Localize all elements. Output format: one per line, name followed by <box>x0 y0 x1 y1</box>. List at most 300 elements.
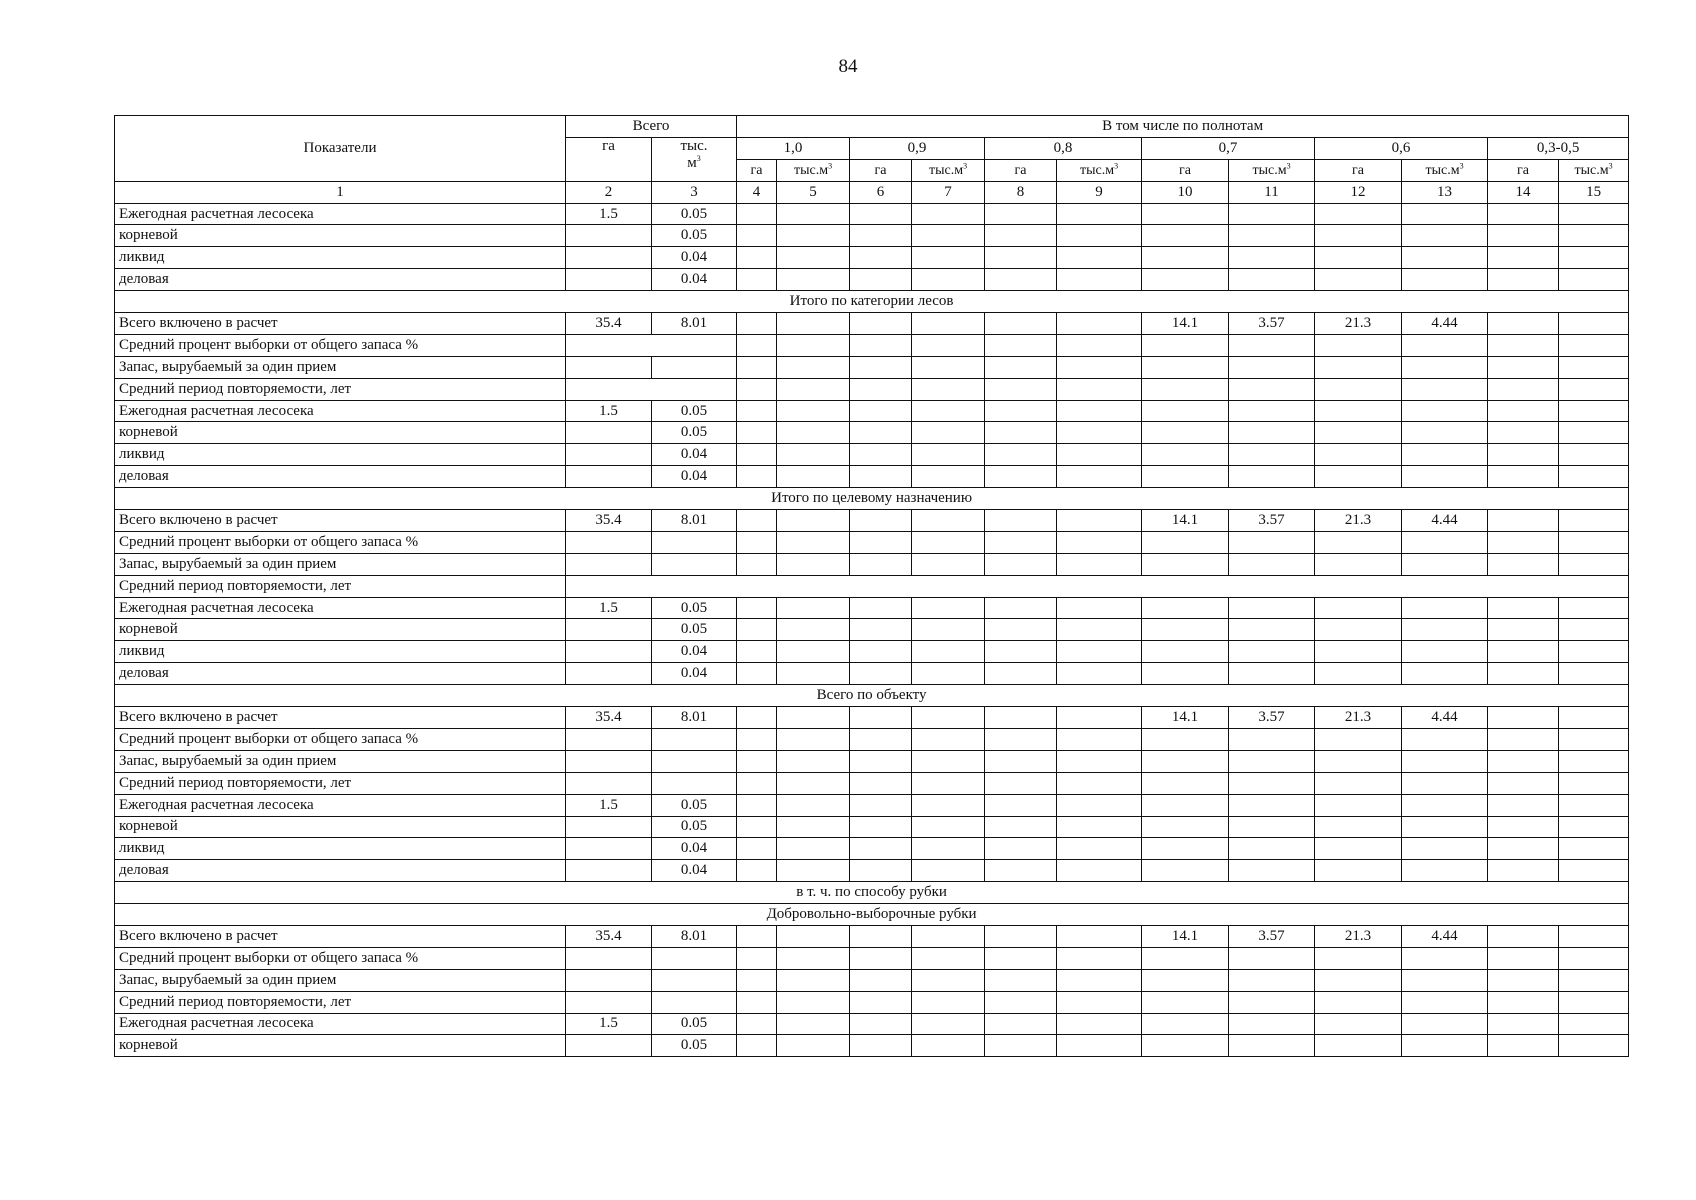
table-cell <box>912 969 985 991</box>
table-cell <box>566 663 652 685</box>
table-cell <box>737 925 777 947</box>
table-cell <box>1057 597 1142 619</box>
row-label: корневой <box>115 422 566 444</box>
row-label: деловая <box>115 663 566 685</box>
table-cell <box>1057 510 1142 532</box>
table-cell <box>1142 816 1229 838</box>
table-cell <box>1229 422 1315 444</box>
table-cell: 21.3 <box>1315 707 1402 729</box>
table-cell <box>985 728 1057 750</box>
table-row <box>115 816 1629 838</box>
row-label: Запас, вырубаемый за один прием <box>115 750 566 772</box>
table-row <box>115 1013 1629 1035</box>
table-row <box>115 794 1629 816</box>
table-cell <box>1057 378 1142 400</box>
table-cell <box>1402 531 1488 553</box>
table-cell <box>1142 247 1229 269</box>
table-cell <box>737 531 777 553</box>
table-cell <box>1229 247 1315 269</box>
table-cell <box>1142 400 1229 422</box>
table-cell <box>1402 991 1488 1013</box>
table-cell <box>1229 269 1315 291</box>
table-cell <box>1559 510 1629 532</box>
table-cell <box>1142 531 1229 553</box>
table-cell <box>566 1035 652 1057</box>
unit-thous-m3 <box>1057 159 1142 181</box>
row-label: Всего включено в расчет <box>115 510 566 532</box>
table-cell <box>1229 772 1315 794</box>
table-cell <box>1402 838 1488 860</box>
table-cell <box>1315 1013 1402 1035</box>
section-title: Итого по категории лесов <box>115 291 1629 313</box>
table-cell <box>737 553 777 575</box>
row-label: Запас, вырубаемый за один прием <box>115 553 566 575</box>
table-cell <box>1142 378 1229 400</box>
table-cell <box>1559 422 1629 444</box>
table-cell <box>850 641 912 663</box>
table-cell <box>1559 860 1629 882</box>
table-cell <box>737 772 777 794</box>
table-cell <box>1559 991 1629 1013</box>
table-cell <box>1229 969 1315 991</box>
table-cell <box>652 728 737 750</box>
table-cell <box>1559 969 1629 991</box>
row-label: Ежегодная расчетная лесосека <box>115 794 566 816</box>
table-cell <box>566 553 652 575</box>
table-row <box>115 663 1629 685</box>
table-cell <box>737 1013 777 1035</box>
table-cell <box>1488 772 1559 794</box>
row-label: деловая <box>115 466 566 488</box>
table-cell <box>1488 531 1559 553</box>
header-total-ha: га <box>566 137 652 181</box>
table-cell <box>912 269 985 291</box>
table-cell <box>1229 531 1315 553</box>
table-cell: 14.1 <box>1142 707 1229 729</box>
table-cell <box>985 663 1057 685</box>
table-row <box>115 531 1629 553</box>
table-cell: 35.4 <box>566 925 652 947</box>
table-row <box>115 772 1629 794</box>
table-cell <box>566 619 652 641</box>
table-cell <box>1488 553 1559 575</box>
table-cell <box>1402 969 1488 991</box>
header-density-2: 0,9 <box>850 137 985 159</box>
table-cell <box>1559 772 1629 794</box>
table-cell <box>850 816 912 838</box>
table-row <box>115 860 1629 882</box>
row-label: ликвид <box>115 641 566 663</box>
table-cell <box>912 1035 985 1057</box>
table-cell <box>1142 641 1229 663</box>
table-cell <box>1057 707 1142 729</box>
table-cell <box>1142 772 1229 794</box>
table-cell: 35.4 <box>566 510 652 532</box>
table-cell <box>1057 313 1142 335</box>
table-cell <box>566 466 652 488</box>
table-cell <box>985 247 1057 269</box>
table-cell <box>985 947 1057 969</box>
table-cell <box>1229 225 1315 247</box>
table-cell <box>850 794 912 816</box>
table-cell <box>1057 203 1142 225</box>
table-cell <box>1559 597 1629 619</box>
table-cell <box>1229 466 1315 488</box>
table-cell: 1.5 <box>566 1013 652 1035</box>
table-cell <box>912 553 985 575</box>
table-cell <box>850 750 912 772</box>
table-cell <box>985 1013 1057 1035</box>
table-cell: 1.5 <box>566 400 652 422</box>
table-cell <box>985 991 1057 1013</box>
unit-sup: 3 <box>1608 161 1613 171</box>
table-cell: 1.5 <box>566 597 652 619</box>
table-cell <box>652 991 737 1013</box>
row-label: деловая <box>115 860 566 882</box>
table-cell: 21.3 <box>1315 313 1402 335</box>
row-label: Средний период повторяемости, лет <box>115 991 566 1013</box>
table-cell <box>850 860 912 882</box>
table-cell <box>737 663 777 685</box>
table-cell <box>737 510 777 532</box>
table-cell <box>777 247 850 269</box>
table-cell <box>1142 794 1229 816</box>
table-cell: 14.1 <box>1142 925 1229 947</box>
table-cell <box>1488 356 1559 378</box>
unit-thous-text: тыс.м <box>793 162 829 178</box>
table-cell <box>1559 707 1629 729</box>
table-cell: 4.44 <box>1402 510 1488 532</box>
table-cell <box>1315 247 1402 269</box>
table-row <box>115 356 1629 378</box>
table-cell <box>985 597 1057 619</box>
unit-thous-m3 <box>1402 159 1488 181</box>
table-cell <box>737 400 777 422</box>
table-cell: 4.44 <box>1402 925 1488 947</box>
header-column-numbers <box>115 181 1629 203</box>
table-cell <box>777 1035 850 1057</box>
table-cell <box>1488 466 1559 488</box>
table-cell <box>1057 925 1142 947</box>
table-cell <box>652 947 737 969</box>
table-cell <box>1229 356 1315 378</box>
table-cell <box>1057 269 1142 291</box>
table-cell <box>1559 641 1629 663</box>
table-cell <box>1559 378 1629 400</box>
table-cell <box>1057 860 1142 882</box>
table-cell <box>1402 728 1488 750</box>
table-cell <box>566 838 652 860</box>
table-row <box>115 510 1629 532</box>
unit-ha: га <box>1488 159 1559 181</box>
table-cell <box>1488 334 1559 356</box>
unit-thous-m3 <box>777 159 850 181</box>
table-cell <box>1142 466 1229 488</box>
table-cell <box>1488 1013 1559 1035</box>
table-cell: 1.5 <box>566 203 652 225</box>
table-cell <box>850 531 912 553</box>
row-label: Средний процент выборки от общего запаса % <box>115 728 566 750</box>
header-total-thous-m3 <box>652 137 737 181</box>
table-cell <box>1402 247 1488 269</box>
table-cell: 0.04 <box>652 838 737 860</box>
table-cell <box>985 510 1057 532</box>
table-cell <box>1315 991 1402 1013</box>
table-cell <box>1057 794 1142 816</box>
table-cell <box>652 553 737 575</box>
table-row <box>115 947 1629 969</box>
table-cell: 0.05 <box>652 794 737 816</box>
table-cell <box>1402 422 1488 444</box>
table-cell <box>566 728 652 750</box>
row-label: Средний период повторяемости, лет <box>115 378 566 400</box>
table-cell <box>652 772 737 794</box>
table-cell <box>912 597 985 619</box>
unit-sup: 3 <box>963 161 968 171</box>
table-cell <box>1559 225 1629 247</box>
table-cell <box>1315 947 1402 969</box>
table-cell <box>1402 466 1488 488</box>
merged-total-cell <box>566 378 737 400</box>
table-cell <box>1315 619 1402 641</box>
table-cell <box>566 531 652 553</box>
table-cell <box>912 378 985 400</box>
table-cell <box>912 816 985 838</box>
table-cell <box>566 269 652 291</box>
table-cell <box>1559 794 1629 816</box>
row-label: Запас, вырубаемый за один прием <box>115 969 566 991</box>
unit-ha: га <box>737 159 777 181</box>
table-cell <box>737 313 777 335</box>
table-cell <box>1142 334 1229 356</box>
row-label: ликвид <box>115 247 566 269</box>
table-cell <box>1402 269 1488 291</box>
table-cell <box>777 400 850 422</box>
page-number: 84 <box>838 56 858 77</box>
unit-thous-text: тыс.м <box>1425 162 1460 178</box>
table-cell <box>1559 816 1629 838</box>
table-cell <box>1559 313 1629 335</box>
table-cell <box>1315 794 1402 816</box>
table-cell <box>985 772 1057 794</box>
table-cell <box>1142 1013 1229 1035</box>
table-cell <box>1488 991 1559 1013</box>
table-cell <box>912 225 985 247</box>
table-cell <box>912 203 985 225</box>
table-row <box>115 925 1629 947</box>
table-cell <box>777 772 850 794</box>
table-cell <box>777 991 850 1013</box>
table-cell <box>850 969 912 991</box>
table-cell <box>1402 400 1488 422</box>
table-cell: 0.04 <box>652 860 737 882</box>
table-cell: 35.4 <box>566 707 652 729</box>
table-cell <box>1402 947 1488 969</box>
table-cell <box>737 619 777 641</box>
table-cell <box>985 466 1057 488</box>
table-cell: 8.01 <box>652 510 737 532</box>
table-cell: 0.05 <box>652 225 737 247</box>
table-cell <box>737 707 777 729</box>
table-cell <box>912 444 985 466</box>
table-cell <box>1402 225 1488 247</box>
column-number: 9 <box>1057 181 1142 203</box>
table-cell <box>1488 969 1559 991</box>
table-cell <box>1402 553 1488 575</box>
section-row <box>115 488 1629 510</box>
table-cell <box>737 356 777 378</box>
table-cell <box>1315 531 1402 553</box>
table-cell <box>737 444 777 466</box>
table-cell <box>1315 750 1402 772</box>
table-cell <box>1057 641 1142 663</box>
table-cell <box>1142 860 1229 882</box>
table-cell <box>1402 641 1488 663</box>
table-cell <box>985 334 1057 356</box>
table-cell <box>985 400 1057 422</box>
table-cell <box>1559 334 1629 356</box>
row-label: Всего включено в расчет <box>115 707 566 729</box>
table-cell: 3.57 <box>1229 510 1315 532</box>
section-title: Всего по объекту <box>115 685 1629 707</box>
table-cell <box>737 269 777 291</box>
table-cell <box>777 269 850 291</box>
header-sup: 3 <box>696 153 701 163</box>
table-header <box>115 116 1629 204</box>
table-cell <box>652 969 737 991</box>
table-cell <box>1488 225 1559 247</box>
table-cell <box>566 750 652 772</box>
table-cell <box>1057 422 1142 444</box>
table-cell <box>912 510 985 532</box>
table-cell <box>1559 444 1629 466</box>
table-cell <box>566 947 652 969</box>
table-cell <box>912 794 985 816</box>
table-cell <box>1057 619 1142 641</box>
column-number: 3 <box>652 181 737 203</box>
table-cell <box>777 860 850 882</box>
table-cell <box>777 422 850 444</box>
table-cell <box>1488 422 1559 444</box>
table-cell <box>1488 641 1559 663</box>
table-cell <box>777 925 850 947</box>
table-cell <box>912 313 985 335</box>
table-cell <box>737 378 777 400</box>
table-cell <box>1488 663 1559 685</box>
table-cell <box>1559 728 1629 750</box>
section-row <box>115 685 1629 707</box>
table-cell <box>1488 597 1559 619</box>
table-cell <box>1559 203 1629 225</box>
table-cell <box>985 1035 1057 1057</box>
table-cell <box>777 356 850 378</box>
unit-thous-text: тыс.м <box>1574 162 1609 178</box>
table-cell <box>737 728 777 750</box>
table-cell <box>1559 663 1629 685</box>
table-cell <box>777 816 850 838</box>
table-row <box>115 575 1629 597</box>
table-cell <box>1315 860 1402 882</box>
table-cell <box>912 466 985 488</box>
table-cell <box>737 203 777 225</box>
unit-ha: га <box>850 159 912 181</box>
table-body <box>115 203 1629 1057</box>
table-cell <box>912 728 985 750</box>
table-cell <box>566 816 652 838</box>
merged-total-cell <box>566 334 737 356</box>
header-density-6: 0,3-0,5 <box>1488 137 1629 159</box>
table-cell <box>912 925 985 947</box>
section-row <box>115 882 1629 904</box>
table-cell <box>737 247 777 269</box>
merged-cell <box>566 575 1629 597</box>
table-cell <box>1229 619 1315 641</box>
column-number: 7 <box>912 181 985 203</box>
header-thous-line2: м <box>687 154 697 171</box>
table-cell <box>850 707 912 729</box>
header-density-1: 1,0 <box>737 137 850 159</box>
table-cell <box>1142 969 1229 991</box>
table-cell <box>777 203 850 225</box>
header-by-density: В том числе по полнотам <box>737 116 1629 138</box>
table-cell <box>1559 553 1629 575</box>
table-cell <box>1315 422 1402 444</box>
unit-sup: 3 <box>1286 161 1291 171</box>
table-cell: 0.05 <box>652 203 737 225</box>
table-cell <box>1142 991 1229 1013</box>
table-row <box>115 313 1629 335</box>
table-cell <box>737 947 777 969</box>
column-number: 14 <box>1488 181 1559 203</box>
table-cell: 0.04 <box>652 247 737 269</box>
table-cell: 0.05 <box>652 400 737 422</box>
table-cell: 0.05 <box>652 816 737 838</box>
table-cell <box>1488 728 1559 750</box>
table-cell <box>1315 444 1402 466</box>
table-cell <box>850 422 912 444</box>
column-number: 11 <box>1229 181 1315 203</box>
table-cell <box>1402 860 1488 882</box>
table-cell <box>1142 838 1229 860</box>
section-title: Итого по целевому назначению <box>115 488 1629 510</box>
table-cell <box>1315 203 1402 225</box>
table-cell <box>1229 1035 1315 1057</box>
table-cell <box>1057 969 1142 991</box>
table-cell <box>1229 641 1315 663</box>
table-cell <box>1142 663 1229 685</box>
table-cell <box>1229 728 1315 750</box>
table-cell <box>1488 269 1559 291</box>
table-cell <box>850 444 912 466</box>
table-cell <box>737 1035 777 1057</box>
row-label: Ежегодная расчетная лесосека <box>115 597 566 619</box>
table-cell <box>912 247 985 269</box>
table-row <box>115 707 1629 729</box>
column-number: 10 <box>1142 181 1229 203</box>
table-cell: 1.5 <box>566 794 652 816</box>
table-cell <box>912 422 985 444</box>
table-cell <box>1229 444 1315 466</box>
column-number: 8 <box>985 181 1057 203</box>
table-row <box>115 619 1629 641</box>
table-cell: 0.05 <box>652 619 737 641</box>
table-cell <box>1559 531 1629 553</box>
table-cell <box>985 225 1057 247</box>
table-cell <box>850 728 912 750</box>
unit-ha: га <box>1142 159 1229 181</box>
table-cell <box>985 422 1057 444</box>
table-cell <box>850 466 912 488</box>
